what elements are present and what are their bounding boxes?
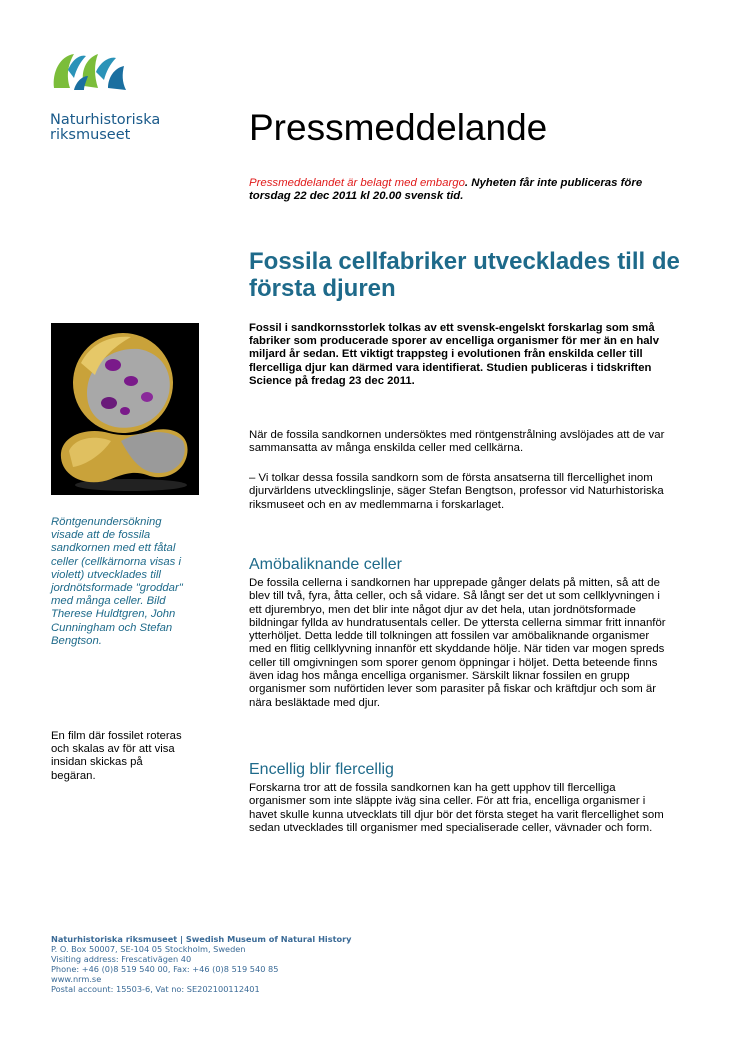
embargo-red-text: Pressmeddelandet är belagt med embargo [249,177,465,189]
section-text: De fossila cellerna i sandkornen har upprepade gånger delats på mitten, så att de blev till två, fyra, åtta celler, och så vidare. Så långt ser det ut som cellklyvningen i ett djurembryo, men det blir inte något djur av det hela, utan jordnötsformade bildningar fyllda av hundratusentals celler. De yttersta cellerna simmar fritt innanför ytterhöljet. Detta ledde till tolkningen att fossilen var amöbaliknande organismer med en flitig cellklyvning innanför ett skyddande hölje. När tiden var mogen spreds celler till omgivningen som sporer genom öppningar i höljet. Detta beteende finns även idag hos många encelliga organismer. Särskilt liknar fossilen en grupp organismer som nuförtiden lever som parasiter på fiskar och kräftdjur och som är nära besläktade med djur. [249,577,666,709]
logo-mark-icon [50,50,130,92]
page-title: Pressmeddelande [249,107,548,148]
logo-name-line2: riksmuseet [50,127,131,143]
fossil-photo [51,323,199,495]
embargo-bold-text: . Nyheten får inte publiceras före torsdag 22 dec 2011 kl 20.00 svensk tid. [249,177,643,202]
section-heading: Encellig blir flercellig [249,761,394,778]
body-paragraph: När de fossila sandkornen undersöktes med röntgenstrålning avslöjades att de var sammansatta av många enskilda celler med cellkärna. [249,429,665,455]
body-paragraph: – Vi tolkar dessa fossila sandkorn som de första ansatserna till flercellighet inom djurvärldens utvecklingslinje, säger Stefan Bengtson, professor vid Naturhistoriska riksmuseet och en av medlemmarna i forskarlaget. [249,472,664,511]
film-note: En film där fossilet roteras och skalas av för att visa insidan skickas på begäran. [51,730,182,782]
footer-postal-account: Postal account: 15503-6, Vat no: SE202100112401 [51,984,260,994]
logo-name-line1: Naturhistoriska [50,112,161,128]
footer-address: P. O. Box 50007, SE-104 05 Stockholm, Sweden [51,944,246,954]
museum-logo [50,50,170,143]
photo-caption: Röntgenundersökning visade att de fossila sandkornen med ett fåtal celler (cellkärnorna visas i violett) utvecklades till jordnötsformade "groddar" med många celler. Bild Therese Huldtgren, John Cunningham och Stefan Bengtson. [51,516,183,647]
footer-visiting-address: Visiting address: Frescativägen 40 [51,954,192,964]
embargo-notice [249,177,669,203]
footer [51,934,371,994]
fossil-image-icon [51,323,199,495]
footer-org: Naturhistoriska riksmuseet | Swedish Museum of Natural History [51,934,352,944]
section-text: Forskarna tror att de fossila sandkornen kan ha gett upphov till flercelliga organismer som inte släppte iväg sina celler. För att fria, encelliga organismer i havet skulle kunna utvecklats till djur bör det första steget ha varit flercellighet som sedan utvecklades till organismer med specialiserade celler, vävnader och form. [249,782,664,834]
footer-website: www.nrm.se [51,974,102,984]
footer-phone: Phone: +46 (0)8 519 540 00, Fax: +46 (0)8 519 540 85 [51,964,279,974]
logo-name [50,113,170,143]
section-heading: Amöbaliknande celler [249,556,402,573]
article-headline: Fossila cellfabriker utvecklades till de första djuren [249,248,680,302]
lead-paragraph: Fossil i sandkornsstorlek tolkas av ett svensk-engelskt forskarlag som små fabriker som producerade sporer av encelliga organismer för mer än en halv miljard år sedan. Ett viktigt trappsteg i evolutionen från enskilda celler till flercelliga djur kan därmed vara identifierat. Studien publiceras i tidskriften Science på fredag 23 dec 2011. [249,322,659,387]
